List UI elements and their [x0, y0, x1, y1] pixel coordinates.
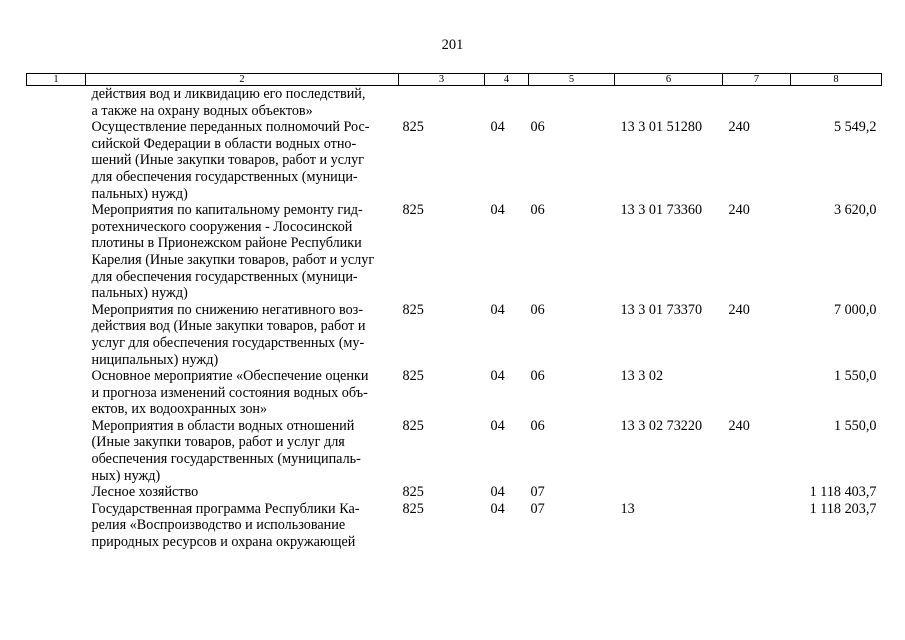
- expense-type-code: [723, 368, 791, 418]
- table-row: [27, 202, 882, 302]
- expense-type-code: 240: [728, 417, 750, 434]
- section-code: [485, 86, 529, 120]
- row-number-cell: [27, 368, 86, 418]
- subsection-code: 06: [530, 202, 545, 219]
- target-article-code: [615, 484, 723, 501]
- ministry-code: 825: [402, 202, 424, 219]
- expense-type-code: [723, 86, 791, 120]
- row-number-cell: [27, 484, 86, 501]
- expense-type-code: [723, 501, 791, 551]
- section-code: 04: [490, 500, 505, 517]
- item-name: Осуществление переданных полномочий Рос- сийской Федерации в области водных отно- шений (Иные закупки товаров, работ и услуг для обеспечения государственных (муници- пальных) нужд): [91, 119, 370, 202]
- item-name: действия вод и ликвидацию его последствий, а также на охрану водных объектов»: [91, 86, 366, 119]
- target-article-code: 13 3 01 73360: [620, 202, 703, 219]
- section-code: 04: [490, 119, 505, 136]
- target-article-code: 13 3 01 51280: [620, 119, 703, 136]
- table-row: [27, 368, 882, 418]
- expense-type-code: 240: [728, 202, 750, 219]
- subsection-code: [529, 86, 615, 120]
- ministry-code: 825: [402, 484, 424, 501]
- table-row: [27, 302, 882, 368]
- row-number-cell: [27, 418, 86, 484]
- item-name: Основное мероприятие «Обеспечение оценки и прогноза изменений состояния водных объ- ектов, их водоохранных зон»: [91, 368, 369, 418]
- budget-table: [26, 73, 882, 551]
- expense-type-code: 240: [728, 119, 750, 136]
- subsection-code: 06: [530, 368, 545, 385]
- row-number-cell: [27, 119, 86, 202]
- item-name: Лесное хозяйство: [91, 484, 199, 501]
- table-row: [27, 418, 882, 484]
- amount: [791, 86, 882, 120]
- ministry-code: [399, 86, 485, 120]
- ministry-code: 825: [402, 119, 424, 136]
- row-number-cell: [27, 86, 86, 120]
- section-code: 04: [490, 202, 505, 219]
- amount: 1 550,0: [833, 417, 877, 434]
- amount: 7 000,0: [833, 301, 877, 318]
- row-number-cell: [27, 302, 86, 368]
- ministry-code: 825: [402, 417, 424, 434]
- column-number: 1: [27, 74, 86, 86]
- column-number: 8: [791, 74, 882, 86]
- target-article-code: 13 3 02: [620, 368, 664, 385]
- amount: 5 549,2: [833, 119, 877, 136]
- column-number: 4: [485, 74, 529, 86]
- ministry-code: 825: [402, 368, 424, 385]
- target-article-code: [615, 86, 723, 120]
- subsection-code: 07: [530, 500, 545, 517]
- ministry-code: 825: [402, 301, 424, 318]
- table-row: [27, 119, 882, 202]
- subsection-code: 07: [530, 484, 545, 501]
- column-number: 3: [399, 74, 485, 86]
- section-code: 04: [490, 301, 505, 318]
- ministry-code: 825: [402, 500, 424, 517]
- amount: 3 620,0: [833, 202, 877, 219]
- column-number: 6: [615, 74, 723, 86]
- item-name: Государственная программа Республики Ка- релия «Воспроизводство и использование природных ресурсов и охрана окружающей: [91, 500, 360, 551]
- amount: 1 118 203,7: [809, 500, 877, 517]
- target-article-code: 13 3 01 73370: [620, 301, 703, 318]
- row-number-cell: [27, 202, 86, 302]
- page-number: 201: [441, 37, 464, 53]
- column-number: 2: [86, 74, 399, 86]
- subsection-code: 06: [530, 417, 545, 434]
- row-number-cell: [27, 501, 86, 551]
- item-name: Мероприятия в области водных отношений (Иные закупки товаров, работ и услуг для обеспечения государственных (муниципаль- ных) нужд): [91, 417, 361, 484]
- expense-type-code: 240: [728, 301, 750, 318]
- item-name: Мероприятия по снижению негативного воз- действия вод (Иные закупки товаров, работ и услуг для обеспечения государственных (му- ниципальных) нужд): [91, 301, 366, 368]
- section-code: 04: [490, 417, 505, 434]
- subsection-code: 06: [530, 301, 545, 318]
- subsection-code: 06: [530, 119, 545, 136]
- amount: 1 550,0: [833, 368, 877, 385]
- table-row: [27, 484, 882, 501]
- table-row: [27, 86, 882, 120]
- amount: 1 118 403,7: [809, 484, 877, 501]
- expense-type-code: [723, 484, 791, 501]
- section-code: 04: [490, 484, 505, 501]
- column-number: 7: [723, 74, 791, 86]
- target-article-code: 13: [620, 500, 635, 517]
- section-code: 04: [490, 368, 505, 385]
- item-name: Мероприятия по капитальному ремонту гид- ротехнического сооружения - Лососинской плотины в Прионежском районе Республики Карелия (Иные закупки товаров, работ и услуг для обеспечения государственных (муници- пальных) нужд): [91, 202, 375, 302]
- table-row: [27, 501, 882, 551]
- column-number-row: [27, 74, 882, 86]
- column-number: 5: [529, 74, 615, 86]
- target-article-code: 13 3 02 73220: [620, 417, 703, 434]
